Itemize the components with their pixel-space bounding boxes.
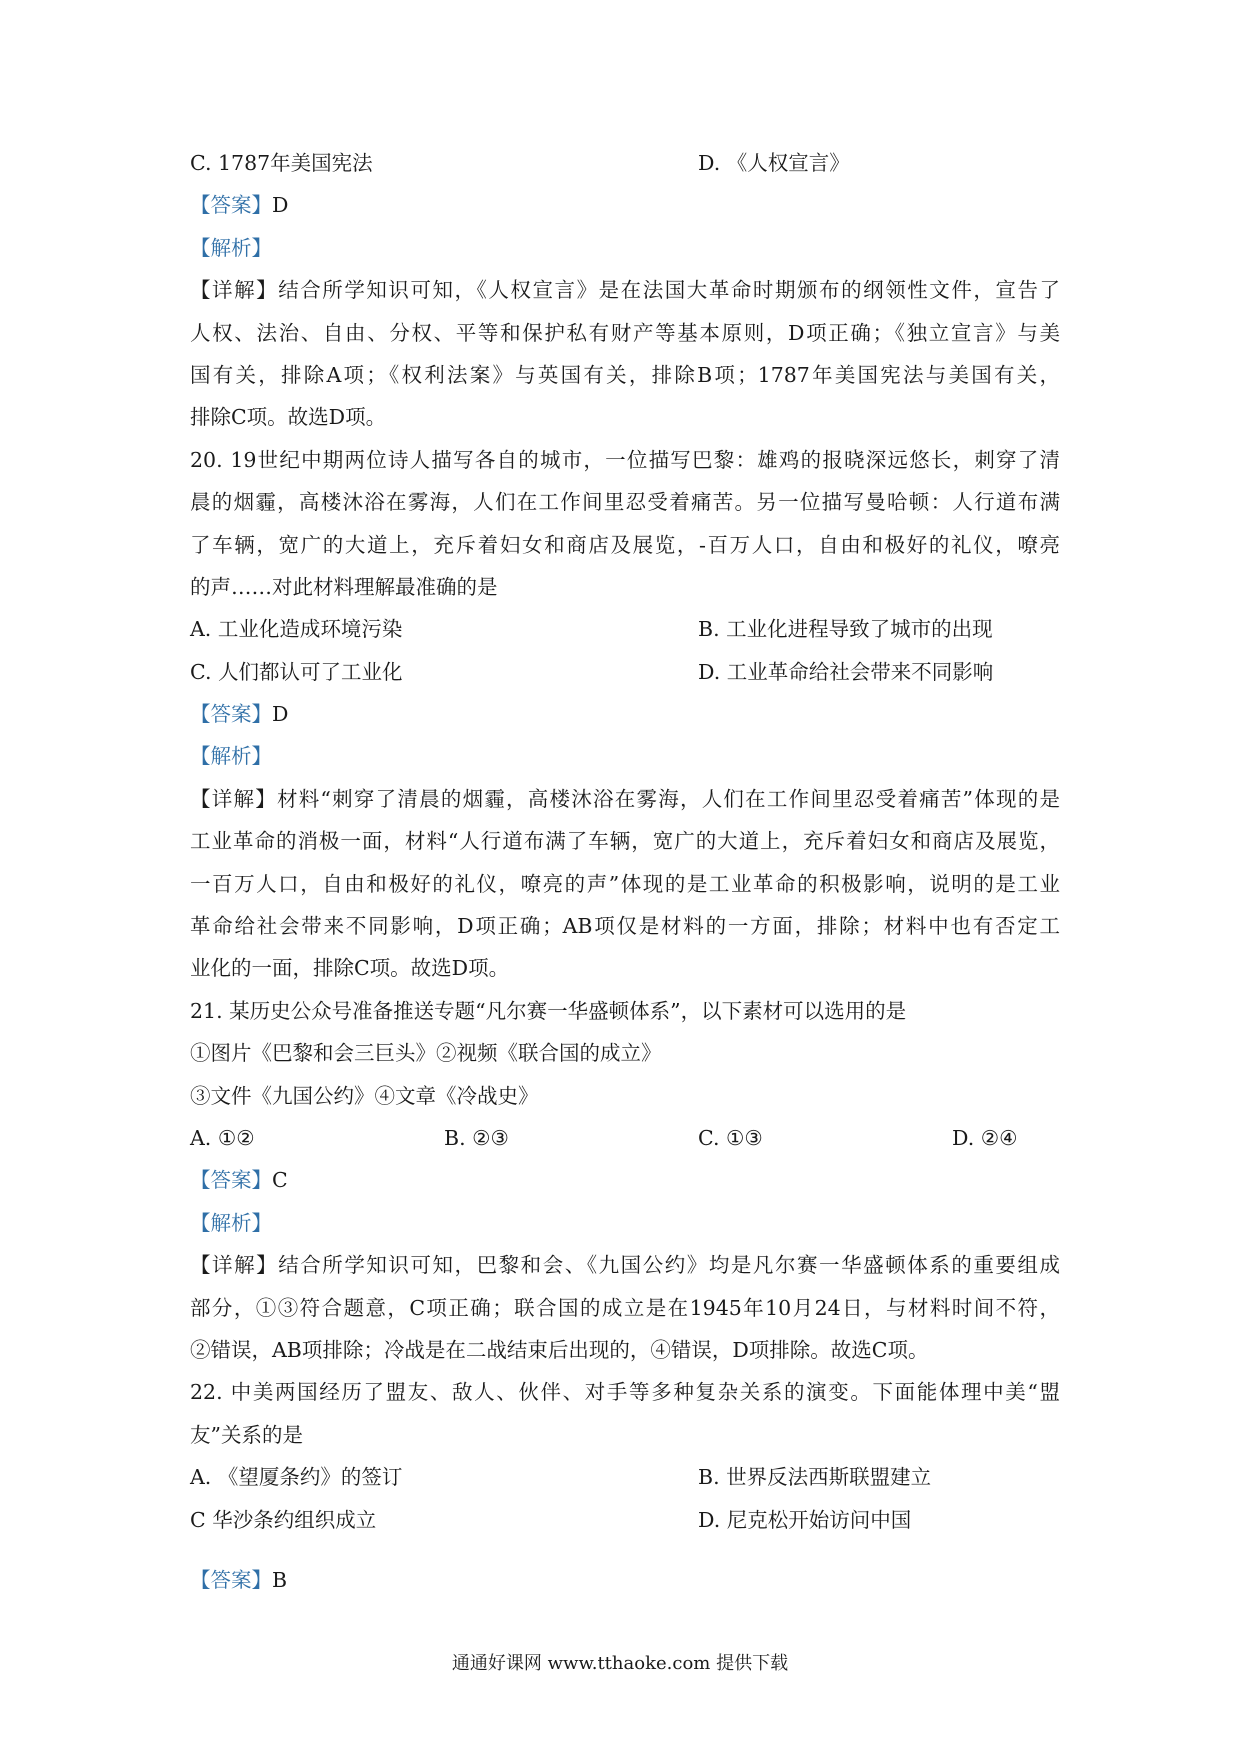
q19-detail-line xyxy=(190,269,1060,311)
q22-answer-tag: 【答案】 xyxy=(190,1567,272,1592)
q21-detail-line: 部分，①③符合题意，C项正确；联合国的成立是在1945年10月24日，与材料时间不符， xyxy=(190,1295,1060,1320)
q21-answer-value: C xyxy=(272,1168,288,1193)
q20-stem-line: 了车辆，宽广的大道上，充斥着妇女和商店及展览，-百万人口，自由和极好的礼仪，嘹亮 xyxy=(190,532,1060,557)
q19-options-cd xyxy=(190,142,1060,184)
q21-items-line: ③文件《九国公约》④文章《冷战史》 xyxy=(190,1083,539,1108)
q21-stem: 21. 某历史公众号准备推送专题“凡尔赛一华盛顿体系”，以下素材可以选用的是 xyxy=(190,998,907,1023)
q20-stem-line: 20. 19世纪中期两位诗人描写各自的城市，一位描写巴黎：雄鸡的报晓深远悠长，刺穿了清 xyxy=(190,447,1060,472)
q20-detail-line: 业化的一面，排除C项。故选D项。 xyxy=(190,956,510,981)
q20-answer-tag: 【答案】 xyxy=(190,702,272,727)
q21-options xyxy=(190,1117,1060,1159)
q20-detail-tag: 【详解】 xyxy=(190,786,277,811)
q20-answer-value: D xyxy=(272,702,289,727)
q20-detail-line xyxy=(190,778,1060,820)
q21-detail-tag: 【详解】 xyxy=(190,1253,279,1278)
q20-options-ab xyxy=(190,608,1060,650)
q21-answer-tag: 【答案】 xyxy=(190,1168,272,1193)
q21-option-d: D. ②④ xyxy=(952,1125,1018,1150)
q20-option-c: C. 人们都认可了工业化 xyxy=(190,659,403,684)
q20-analysis-heading xyxy=(190,735,1060,777)
page-footer: 通通好课网 www.tthaoke.com 提供下载 xyxy=(451,1653,789,1674)
q19-detail-line: 国有关，排除A项；《权利法案》与英国有关，排除B项；1787年美国宪法与美国有关， xyxy=(190,362,1060,387)
q22-options-ab xyxy=(190,1456,1060,1498)
q19-detail-line: 人权、法治、自由、分权、平等和保护私有财产等基本原则，D项正确；《独立宣言》与美 xyxy=(190,320,1060,345)
q22-option-a: A. 《望厦条约》的签订 xyxy=(190,1465,403,1490)
q21-items-line: ①图片《巴黎和会三巨头》②视频《联合国的成立》 xyxy=(190,1041,662,1066)
q20-detail-line: 一百万人口，自由和极好的礼仪，嘹亮的声”体现的是工业革命的积极影响，说明的是工业 xyxy=(190,871,1060,896)
q19-detail-text: 结合所学知识可知，《人权宣言》是在法国大革命时期颁布的纲领性文件，宣告了 xyxy=(278,278,1060,303)
q19-option-d: D. 《人权宣言》 xyxy=(698,151,850,175)
q22-answer xyxy=(190,1559,1060,1601)
q22-options-cd xyxy=(190,1499,1060,1541)
q21-answer xyxy=(190,1159,1060,1201)
q21-option-b: B. ②③ xyxy=(444,1125,509,1150)
q21-detail-line xyxy=(190,1244,1060,1286)
q22-stem-line: 友”关系的是 xyxy=(190,1422,303,1447)
q20-option-d: D. 工业革命给社会带来不同影响 xyxy=(698,659,994,684)
q20-stem-line: 的声……对此材料理解最准确的是 xyxy=(190,574,498,599)
q19-detail-tag: 【详解】 xyxy=(190,278,279,303)
q19-answer-value: D xyxy=(272,193,289,218)
q20-option-a: A. 工业化造成环境污染 xyxy=(190,617,403,642)
q21-option-c: C. ①③ xyxy=(698,1125,763,1150)
q20-analysis-tag: 【解析】 xyxy=(190,744,272,769)
q21-analysis-heading xyxy=(190,1202,1060,1244)
q21-analysis-tag: 【解析】 xyxy=(190,1210,272,1235)
q20-option-b: B. 工业化进程导致了城市的出现 xyxy=(698,617,993,642)
q22-option-d: D. 尼克松开始访问中国 xyxy=(698,1507,912,1532)
q19-analysis-tag: 【解析】 xyxy=(190,235,272,260)
q22-stem-line: 22. 中美两国经历了盟友、敌人、伙伴、对手等多种复杂关系的演变。下面能体理中美“盟 xyxy=(190,1380,1060,1405)
q19-option-c: C. 1787年美国宪法 xyxy=(190,151,373,175)
q19-detail-line: 排除C项。故选D项。 xyxy=(190,405,387,430)
q20-answer xyxy=(190,693,1060,735)
q19-answer xyxy=(190,184,1060,226)
q21-detail-line: ②错误，AB项排除；冷战是在二战结束后出现的，④错误，D项排除。故选C项。 xyxy=(190,1337,929,1362)
q20-detail-line: 工业革命的消极一面，材料“人行道布满了车辆，宽广的大道上，充斥着妇女和商店及展览， xyxy=(190,829,1060,854)
q22-option-b: B. 世界反法西斯联盟建立 xyxy=(698,1465,932,1490)
q21-option-a: A. ①② xyxy=(190,1125,255,1150)
q22-answer-value: B xyxy=(272,1567,288,1592)
q22-option-c: C 华沙条约组织成立 xyxy=(190,1507,377,1532)
q20-detail-text: 材料“刺穿了清晨的烟霾，高楼沐浴在雾海，人们在工作间里忍受着痛苦”体现的是 xyxy=(276,786,1060,811)
q20-detail-line: 革命给社会带来不同影响，D项正确；AB项仅是材料的一方面，排除；材料中也有否定工 xyxy=(190,914,1060,939)
q19-analysis-heading xyxy=(190,227,1060,269)
q19-answer-tag: 【答案】 xyxy=(190,193,272,218)
page-content xyxy=(190,142,1060,1601)
q20-stem-line: 晨的烟霾，高楼沐浴在雾海，人们在工作间里忍受着痛苦。另一位描写曼哈顿：人行道布满 xyxy=(190,490,1060,515)
q21-detail-text: 结合所学知识可知，巴黎和会、《九国公约》均是凡尔赛一华盛顿体系的重要组成 xyxy=(278,1253,1060,1278)
q20-options-cd xyxy=(190,651,1060,693)
